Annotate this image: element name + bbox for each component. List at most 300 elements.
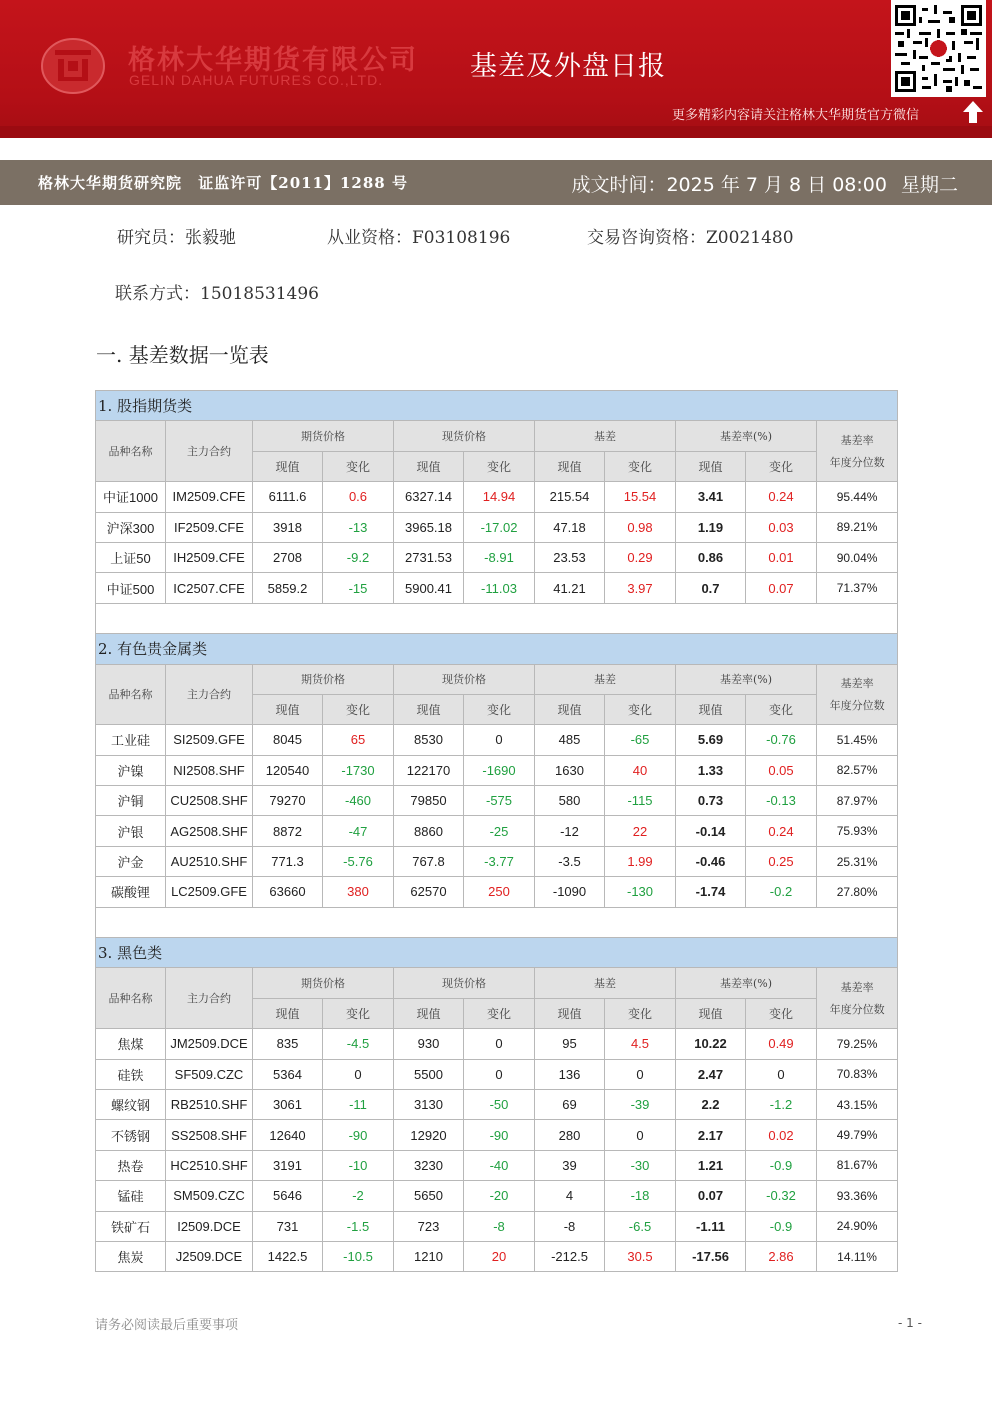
table-cell: 0.25 [746, 846, 817, 876]
table-cell: -0.9 [746, 1211, 817, 1241]
table-row [96, 1241, 898, 1271]
header-change: 变化 [464, 694, 535, 724]
table-cell: -0.32 [746, 1181, 817, 1211]
header-percentile-line2: 年度分位数 [829, 1003, 885, 1017]
table-cell: 1.21 [676, 1150, 746, 1180]
researcher-name: 研究员：张毅驰 [117, 228, 236, 248]
table-cell: 1.33 [676, 755, 746, 785]
header-contract: 主力合约 [166, 664, 253, 725]
banner-stripe [0, 126, 992, 138]
table-cell: 0.73 [676, 786, 746, 816]
table-cell: 0.29 [605, 542, 676, 572]
table-cell: 71.37% [817, 573, 898, 603]
table-cell: 215.54 [535, 482, 605, 512]
table-cell: -10.5 [323, 1241, 394, 1271]
table-row [96, 816, 898, 846]
table-cell: 15.54 [605, 482, 676, 512]
header-change: 变化 [746, 998, 817, 1028]
company-name-cn: 格林大华期货有限公司 [128, 45, 418, 76]
table-cell: 沪金 [96, 846, 166, 876]
table-cell: 碳酸锂 [96, 877, 166, 907]
table-cell: -50 [464, 1089, 535, 1119]
header-banner [0, 0, 992, 138]
header-change: 变化 [746, 694, 817, 724]
table-cell: 5900.41 [394, 573, 464, 603]
table-cell: -12 [535, 816, 605, 846]
table-cell: -0.13 [746, 786, 817, 816]
table-row [96, 1120, 898, 1150]
table-cell: 沪镍 [96, 755, 166, 785]
header-basis: 基差 [535, 664, 676, 694]
table-cell: SI2509.GFE [166, 725, 253, 755]
table-cell: 焦炭 [96, 1241, 166, 1271]
header-basis-rate: 基差率(%) [676, 968, 817, 998]
header-row [96, 968, 898, 998]
table-cell: 41.21 [535, 573, 605, 603]
header-change: 变化 [605, 998, 676, 1028]
table-cell: -3.77 [464, 846, 535, 876]
table-cell: 63660 [253, 877, 323, 907]
table-row [96, 725, 898, 755]
table-cell: 93.36% [817, 1181, 898, 1211]
table-cell: -11.03 [464, 573, 535, 603]
header-basis-rate: 基差率(%) [676, 664, 817, 694]
table-cell: 20 [464, 1241, 535, 1271]
table-cell: 沪银 [96, 816, 166, 846]
table-body [96, 391, 898, 1272]
table-cell: 铁矿石 [96, 1211, 166, 1241]
header-spot-price: 现货价格 [394, 664, 535, 694]
table-row [96, 1150, 898, 1180]
table-row [96, 1059, 898, 1089]
company-name-en: GELIN DAHUA FUTURES CO.,LTD. [129, 72, 384, 88]
table-cell: 2.47 [676, 1059, 746, 1089]
table-cell: 3965.18 [394, 512, 464, 542]
table-cell: IC2507.CFE [166, 573, 253, 603]
table-cell: 中证500 [96, 573, 166, 603]
header-row [96, 421, 898, 451]
table-cell: -0.9 [746, 1150, 817, 1180]
table-row [96, 573, 898, 603]
follow-wechat-text: 更多精彩内容请关注格林大华期货官方微信 [672, 108, 920, 123]
qualification-number: 从业资格：F03108196 [327, 228, 511, 248]
spacer-cell [96, 603, 898, 633]
table-cell: 硅铁 [96, 1059, 166, 1089]
table-row [96, 1181, 898, 1211]
table-cell: 中证1000 [96, 482, 166, 512]
table-row [96, 786, 898, 816]
table-cell: 1.19 [676, 512, 746, 542]
table-cell: -6.5 [605, 1211, 676, 1241]
table-cell: 82.57% [817, 755, 898, 785]
table-cell: 0 [464, 725, 535, 755]
table-cell: -25 [464, 816, 535, 846]
table-cell: 螺纹钢 [96, 1089, 166, 1119]
table-cell: 3191 [253, 1150, 323, 1180]
table-cell: 731 [253, 1211, 323, 1241]
table-cell: IH2509.CFE [166, 542, 253, 572]
table-cell: -2 [323, 1181, 394, 1211]
table-cell: 8045 [253, 725, 323, 755]
table-cell: 锰硅 [96, 1181, 166, 1211]
table-cell: 工业硅 [96, 725, 166, 755]
basis-table [95, 390, 898, 1272]
time-value: 2025 年 7 月 8 日 08:00 [666, 174, 887, 196]
header-change: 变化 [323, 451, 394, 481]
table-cell: 25.31% [817, 846, 898, 876]
table-cell: 14.11% [817, 1241, 898, 1271]
table-row [96, 1089, 898, 1119]
table-cell: 62570 [394, 877, 464, 907]
table-cell: 0.03 [746, 512, 817, 542]
table-cell: -130 [605, 877, 676, 907]
header-spot-price: 现货价格 [394, 421, 535, 451]
table-cell: 8860 [394, 816, 464, 846]
table-cell: 22 [605, 816, 676, 846]
table-cell: -1.2 [746, 1089, 817, 1119]
table-cell: -460 [323, 786, 394, 816]
table-cell: I2509.DCE [166, 1211, 253, 1241]
table-cell: 3.97 [605, 573, 676, 603]
table-cell: 47.18 [535, 512, 605, 542]
table-cell: 835 [253, 1029, 323, 1059]
header-change: 变化 [605, 451, 676, 481]
info-bar [0, 160, 992, 205]
table-cell: 771.3 [253, 846, 323, 876]
table-cell: 70.83% [817, 1059, 898, 1089]
table-cell: 79270 [253, 786, 323, 816]
table-cell: -0.2 [746, 877, 817, 907]
table-cell: JM2509.DCE [166, 1029, 253, 1059]
table-cell: 0.86 [676, 542, 746, 572]
table-cell: 65 [323, 725, 394, 755]
time-label: 成文时间： [571, 174, 667, 196]
table-cell: 0.98 [605, 512, 676, 542]
category-title: 3. 黑色类 [96, 938, 898, 968]
header-row [96, 664, 898, 694]
table-cell: 27.80% [817, 877, 898, 907]
table-cell: 0.07 [676, 1181, 746, 1211]
table-cell: 40 [605, 755, 676, 785]
header-current: 现值 [676, 451, 746, 481]
spacer-cell [96, 907, 898, 937]
license-number: 证监许可【2011】1288 号 [198, 174, 408, 192]
page-number: - 1 - [898, 1316, 922, 1330]
category-title: 2. 有色贵金属类 [96, 634, 898, 664]
header-futures-price: 期货价格 [253, 664, 394, 694]
table-cell: SF509.CZC [166, 1059, 253, 1089]
table-cell: 723 [394, 1211, 464, 1241]
table-cell: 250 [464, 877, 535, 907]
table-cell: -90 [464, 1120, 535, 1150]
table-cell: -15 [323, 573, 394, 603]
table-cell: -17.02 [464, 512, 535, 542]
table-cell: 2.86 [746, 1241, 817, 1271]
table-cell: AU2510.SHF [166, 846, 253, 876]
table-cell: -1090 [535, 877, 605, 907]
table-cell: 5859.2 [253, 573, 323, 603]
table-row [96, 877, 898, 907]
table-cell: 49.79% [817, 1120, 898, 1150]
header-percentile [817, 968, 898, 1029]
arrow-up-icon [962, 100, 984, 124]
table-row [96, 482, 898, 512]
table-cell: 0.07 [746, 573, 817, 603]
table-cell: -1.5 [323, 1211, 394, 1241]
header-current: 现值 [676, 694, 746, 724]
table-cell: 5.69 [676, 725, 746, 755]
table-cell: -4.5 [323, 1029, 394, 1059]
section-spacer [96, 603, 898, 633]
header-percentile-line2: 年度分位数 [829, 699, 885, 713]
table-cell: -0.14 [676, 816, 746, 846]
header-current: 现值 [253, 451, 323, 481]
contact-info: 联系方式：15018531496 [115, 284, 319, 304]
table-cell: 0 [605, 1059, 676, 1089]
table-cell: 380 [323, 877, 394, 907]
consult-qualification: 交易咨询资格：Z0021480 [587, 228, 794, 248]
table-cell: 0 [323, 1059, 394, 1089]
table-cell: 485 [535, 725, 605, 755]
table-cell: 12640 [253, 1120, 323, 1150]
table-cell: AG2508.SHF [166, 816, 253, 846]
table-cell: 95 [535, 1029, 605, 1059]
report-time [571, 170, 958, 197]
table-cell: -3.5 [535, 846, 605, 876]
table-cell: 79.25% [817, 1029, 898, 1059]
table-cell: 1210 [394, 1241, 464, 1271]
table-cell: 90.04% [817, 542, 898, 572]
table-cell: 136 [535, 1059, 605, 1089]
table-cell: 87.97% [817, 786, 898, 816]
header-current: 现值 [535, 451, 605, 481]
table-cell: -20 [464, 1181, 535, 1211]
header-futures-price: 期货价格 [253, 968, 394, 998]
table-cell: 12920 [394, 1120, 464, 1150]
table-cell: -30 [605, 1150, 676, 1180]
table-cell: IM2509.CFE [166, 482, 253, 512]
section-title: 一. 基差数据一览表 [96, 343, 269, 367]
table-cell: 1.99 [605, 846, 676, 876]
header-change: 变化 [464, 451, 535, 481]
table-cell: -39 [605, 1089, 676, 1119]
table-cell: 122170 [394, 755, 464, 785]
table-cell: 8530 [394, 725, 464, 755]
table-cell: 3.41 [676, 482, 746, 512]
table-cell: 8872 [253, 816, 323, 846]
table-cell: -90 [323, 1120, 394, 1150]
company-logo-icon [40, 37, 106, 95]
category-row [96, 391, 898, 421]
header-current: 现值 [676, 998, 746, 1028]
table-cell: 2.2 [676, 1089, 746, 1119]
table-cell: 3130 [394, 1089, 464, 1119]
table-cell: 120540 [253, 755, 323, 785]
header-percentile [817, 664, 898, 725]
table-row [96, 512, 898, 542]
table-cell: 51.45% [817, 725, 898, 755]
header-percentile-line1: 基差率 [840, 677, 874, 691]
table-cell: -13 [323, 512, 394, 542]
table-cell: 580 [535, 786, 605, 816]
table-row [96, 542, 898, 572]
table-cell: 2708 [253, 542, 323, 572]
header-percentile-line1: 基差率 [840, 434, 874, 448]
table-cell: 39 [535, 1150, 605, 1180]
header-variety: 品种名称 [96, 664, 166, 725]
table-cell: -65 [605, 725, 676, 755]
table-cell: 0.02 [746, 1120, 817, 1150]
header-contract: 主力合约 [166, 421, 253, 482]
table-cell: 0.24 [746, 482, 817, 512]
header-current: 现值 [394, 694, 464, 724]
table-cell: -8 [535, 1211, 605, 1241]
table-cell: -18 [605, 1181, 676, 1211]
table-cell: -1.74 [676, 877, 746, 907]
report-title: 基差及外盘日报 [470, 51, 666, 82]
table-cell: 89.21% [817, 512, 898, 542]
table-cell: 0.05 [746, 755, 817, 785]
table-cell: 75.93% [817, 816, 898, 846]
category-row [96, 938, 898, 968]
table-cell: -8 [464, 1211, 535, 1241]
institute-license [38, 172, 408, 193]
header-basis-rate: 基差率(%) [676, 421, 817, 451]
table-cell: 81.67% [817, 1150, 898, 1180]
header-current: 现值 [394, 998, 464, 1028]
table-cell: 3230 [394, 1150, 464, 1180]
table-cell: NI2508.SHF [166, 755, 253, 785]
table-cell: -1730 [323, 755, 394, 785]
table-cell: 0.01 [746, 542, 817, 572]
table-cell: 95.44% [817, 482, 898, 512]
header-variety: 品种名称 [96, 421, 166, 482]
table-cell: LC2509.GFE [166, 877, 253, 907]
table-cell: 上证50 [96, 542, 166, 572]
table-cell: 5364 [253, 1059, 323, 1089]
table-cell: -212.5 [535, 1241, 605, 1271]
header-percentile-line1: 基差率 [840, 981, 874, 995]
table-cell: 3061 [253, 1089, 323, 1119]
table-cell: 280 [535, 1120, 605, 1150]
table-cell: 1422.5 [253, 1241, 323, 1271]
header-percentile [817, 421, 898, 482]
table-cell: 4 [535, 1181, 605, 1211]
table-cell: 6111.6 [253, 482, 323, 512]
table-cell: -17.56 [676, 1241, 746, 1271]
header-change: 变化 [605, 694, 676, 724]
table-row [96, 1029, 898, 1059]
qr-code-icon [891, 0, 986, 97]
table-row [96, 755, 898, 785]
table-cell: 0.24 [746, 816, 817, 846]
table-cell: 43.15% [817, 1089, 898, 1119]
table-cell: 沪深300 [96, 512, 166, 542]
table-cell: 10.22 [676, 1029, 746, 1059]
table-cell: 4.5 [605, 1029, 676, 1059]
table-cell: -47 [323, 816, 394, 846]
header-percentile-line2: 年度分位数 [829, 456, 885, 470]
table-cell: 2731.53 [394, 542, 464, 572]
header-change: 变化 [746, 451, 817, 481]
table-cell: 沪铜 [96, 786, 166, 816]
header-current: 现值 [535, 998, 605, 1028]
table-cell: 热卷 [96, 1150, 166, 1180]
table-cell: 0.6 [323, 482, 394, 512]
table-cell: 0.49 [746, 1029, 817, 1059]
table-cell: -9.2 [323, 542, 394, 572]
table-cell: IF2509.CFE [166, 512, 253, 542]
table-cell: 5500 [394, 1059, 464, 1089]
table-cell: RB2510.SHF [166, 1089, 253, 1119]
header-change: 变化 [323, 998, 394, 1028]
table-cell: 69 [535, 1089, 605, 1119]
table-cell: J2509.DCE [166, 1241, 253, 1271]
table-cell: 0 [464, 1059, 535, 1089]
table-cell: 3918 [253, 512, 323, 542]
table-cell: 24.90% [817, 1211, 898, 1241]
header-variety: 品种名称 [96, 968, 166, 1029]
table-cell: 30.5 [605, 1241, 676, 1271]
table-cell: -0.46 [676, 846, 746, 876]
header-contract: 主力合约 [166, 968, 253, 1029]
table-cell: -1.11 [676, 1211, 746, 1241]
header-change: 变化 [464, 998, 535, 1028]
table-cell: 1630 [535, 755, 605, 785]
institute-name: 格林大华期货研究院 [38, 174, 183, 192]
table-cell: HC2510.SHF [166, 1150, 253, 1180]
table-cell: 0 [605, 1120, 676, 1150]
table-cell: -575 [464, 786, 535, 816]
table-cell: 6327.14 [394, 482, 464, 512]
table-cell: -5.76 [323, 846, 394, 876]
header-spot-price: 现货价格 [394, 968, 535, 998]
header-current: 现值 [535, 694, 605, 724]
table-cell: 767.8 [394, 846, 464, 876]
category-title: 1. 股指期货类 [96, 391, 898, 421]
table-cell: 14.94 [464, 482, 535, 512]
table-cell: 930 [394, 1029, 464, 1059]
weekday: 星期二 [900, 174, 958, 196]
table-cell: 焦煤 [96, 1029, 166, 1059]
table-cell: 5650 [394, 1181, 464, 1211]
header-basis: 基差 [535, 968, 676, 998]
header-change: 变化 [323, 694, 394, 724]
table-cell: CU2508.SHF [166, 786, 253, 816]
table-cell: -115 [605, 786, 676, 816]
table-cell: 23.53 [535, 542, 605, 572]
table-cell: 5646 [253, 1181, 323, 1211]
table-cell: 0.7 [676, 573, 746, 603]
table-cell: 不锈钢 [96, 1120, 166, 1150]
table-cell: 2.17 [676, 1120, 746, 1150]
table-cell: -0.76 [746, 725, 817, 755]
table-cell: -1690 [464, 755, 535, 785]
header-basis: 基差 [535, 421, 676, 451]
header-current: 现值 [253, 694, 323, 724]
table-cell: -11 [323, 1089, 394, 1119]
table-row [96, 1211, 898, 1241]
table-cell: 0 [746, 1059, 817, 1089]
footer-notice: 请务必阅读最后重要事项 [95, 1318, 239, 1333]
table-cell: -10 [323, 1150, 394, 1180]
section-spacer [96, 907, 898, 937]
table-row [96, 846, 898, 876]
category-row [96, 634, 898, 664]
table-cell: -40 [464, 1150, 535, 1180]
header-current: 现值 [394, 451, 464, 481]
header-futures-price: 期货价格 [253, 421, 394, 451]
